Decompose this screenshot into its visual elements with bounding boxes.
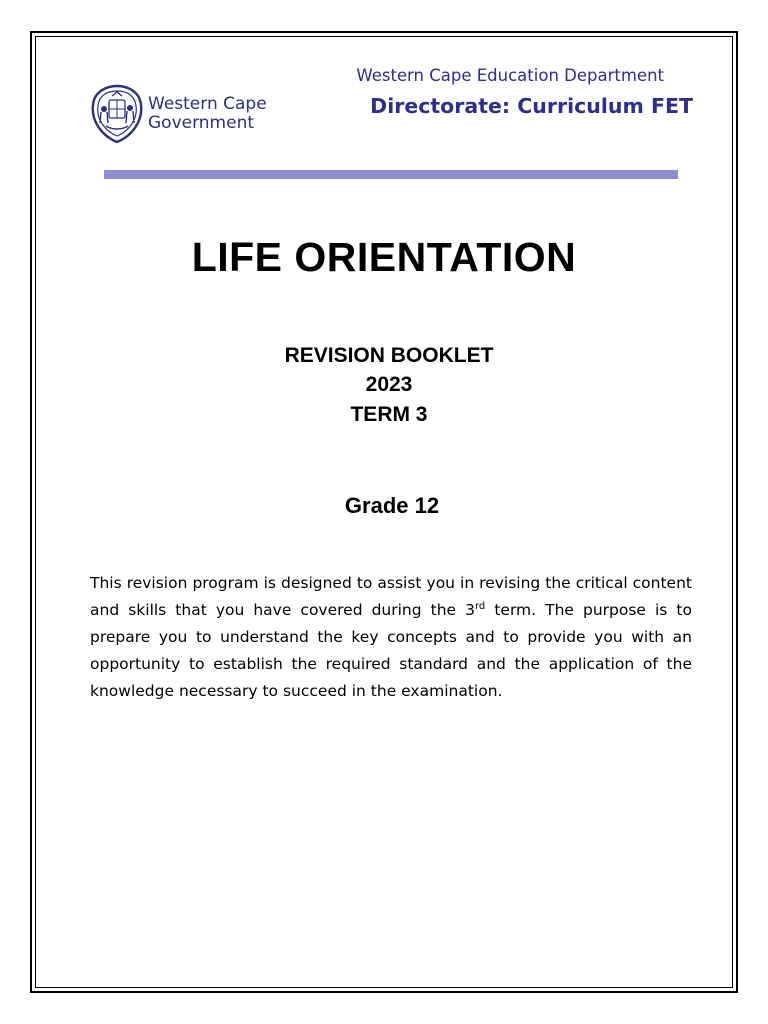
subtitle-year: 2023 <box>365 373 413 396</box>
directorate-name: Directorate: Curriculum FET <box>370 94 693 118</box>
header-divider <box>104 170 678 179</box>
document-title: LIFE ORIENTATION <box>191 234 577 280</box>
coat-of-arms-icon <box>88 83 146 145</box>
logo-wordmark <box>148 95 267 133</box>
intro-text-end: term. The purpose is to prepare you to understand the key concepts and to provide you with an opportunity to establish the required standard and the application of the knowledge necessary to succeed in the examination. <box>90 601 692 700</box>
department-name: Western Cape Education Department <box>356 66 664 85</box>
logo-line-2: Government <box>148 113 255 133</box>
ordinal-suffix: rd <box>474 600 486 612</box>
intro-paragraph <box>90 570 692 705</box>
subtitle-term: TERM 3 <box>350 403 428 426</box>
logo-line-1: Western Cape <box>148 94 267 114</box>
western-cape-government-logo <box>88 83 288 145</box>
subtitle-booklet: REVISION BOOKLET <box>284 344 494 367</box>
intro-text-start: This revision program is designed to assist you in revising the critical content and skills that you have covered during the 3 <box>90 574 692 619</box>
grade-label: Grade 12 <box>344 493 440 518</box>
